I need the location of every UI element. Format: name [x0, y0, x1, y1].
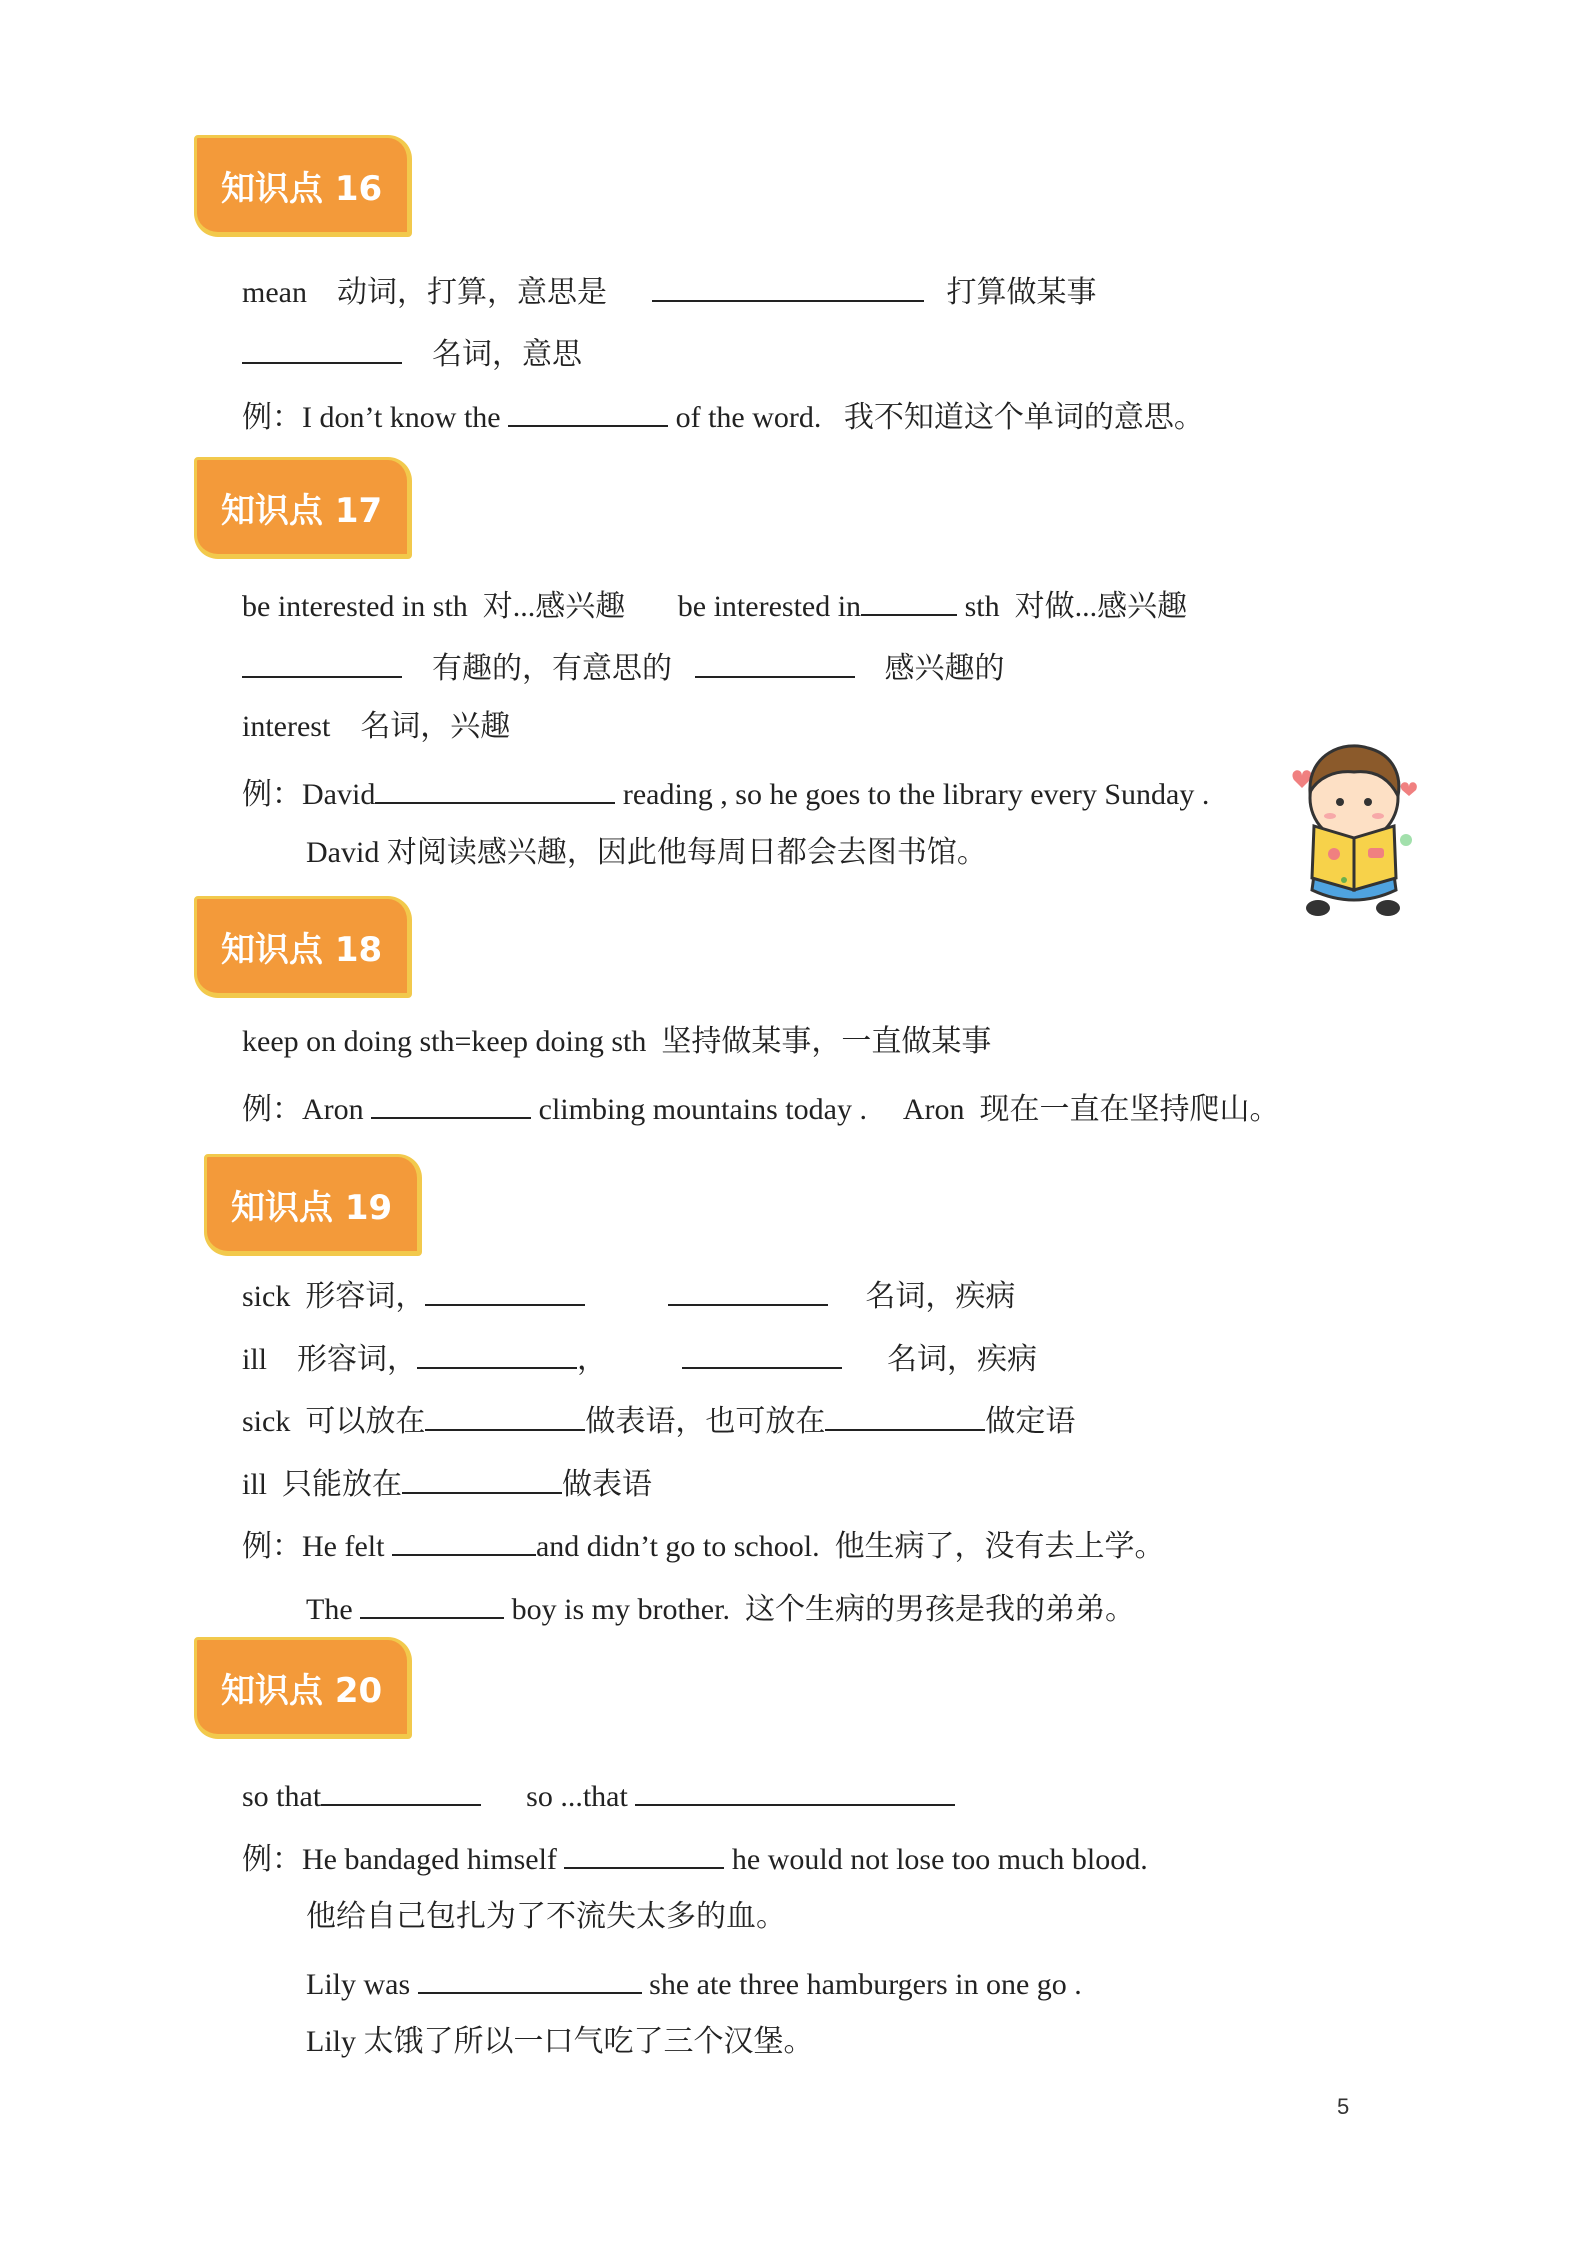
fill-blank: [635, 1772, 955, 1806]
text: reading , so he goes to the library every Sunday .: [622, 778, 1210, 811]
text: and didn’t go to school. 他生病了，没有去上学。: [535, 1530, 1165, 1563]
text: Aron 现在一直在坚持爬山。: [902, 1093, 1280, 1126]
text: 例：He felt: [242, 1530, 385, 1563]
fill-blank: [375, 770, 615, 804]
section-badge-17: 知识点 17: [194, 457, 412, 559]
fill-blank: [425, 1397, 585, 1431]
text: climbing mountains today .: [538, 1093, 867, 1126]
boy-reading-book-icon: [1284, 740, 1424, 920]
text: 名词，疾病: [887, 1343, 1038, 1376]
text: 动词，打算，意思是: [336, 276, 607, 309]
fill-blank: [825, 1397, 985, 1431]
text: 形容词，: [297, 1343, 418, 1376]
text: 例：He bandaged himself: [242, 1843, 557, 1876]
section-19-line-6: [306, 1585, 1135, 1630]
text: Lily was: [306, 1968, 411, 2001]
text: sick 形容词，: [242, 1280, 426, 1313]
section-17-line-4: [242, 770, 1209, 815]
text: 做表语，也可放在: [585, 1405, 826, 1438]
section-20-line-2: [242, 1835, 1148, 1880]
text: 打算做某事: [946, 276, 1097, 309]
section-19-line-1: [242, 1272, 1015, 1317]
section-16-line-3: [242, 393, 1204, 438]
section-19-line-4: [242, 1460, 652, 1505]
text: 我不知道这个单词的意思。: [843, 401, 1204, 434]
page-number: 5: [1337, 2094, 1350, 2119]
text: Lily 太饿了所以一口气吃了三个汉堡。: [306, 2025, 814, 2058]
section-18-line-1: [242, 1022, 991, 1062]
text: 例：David: [242, 778, 376, 811]
text: sth 对做...感兴趣: [964, 590, 1188, 623]
fill-blank: [695, 644, 855, 678]
fill-blank: [392, 1522, 536, 1556]
fill-blank: [861, 582, 957, 616]
section-badge-16: 知识点 16: [194, 135, 412, 237]
text: 名词，兴趣: [360, 710, 511, 743]
text: David 对阅读感兴趣，因此他每周日都会去图书馆。: [306, 836, 987, 869]
fill-blank: [242, 330, 402, 364]
fill-blank: [418, 1960, 642, 1994]
fill-blank: [682, 1335, 842, 1369]
text: 例：Aron: [242, 1093, 364, 1126]
fill-blank: [371, 1085, 531, 1119]
text: of the word.: [675, 401, 822, 434]
text: 做定语: [985, 1405, 1076, 1438]
section-17-line-2: [242, 644, 1005, 689]
fill-blank: [360, 1585, 504, 1619]
text: 有趣的，有意思的: [432, 652, 672, 685]
text: The: [306, 1593, 353, 1626]
text: interest: [242, 710, 331, 743]
section-badge-20: 知识点 20: [194, 1637, 412, 1739]
section-17-line-5: [306, 833, 987, 873]
section-20-line-5: [306, 2022, 814, 2062]
fill-blank: [242, 644, 402, 678]
text: sick 可以放在: [242, 1405, 426, 1438]
text: so that: [242, 1780, 322, 1813]
text: ，: [577, 1343, 608, 1376]
section-badge-18: 知识点 18: [194, 896, 412, 998]
section-badge-19: 知识点 19: [204, 1154, 422, 1256]
section-17-line-1: [242, 582, 1187, 627]
section-20-line-4: [306, 1960, 1082, 2005]
section-17-line-3: [242, 707, 510, 747]
text: 名词，疾病: [865, 1280, 1016, 1313]
text: he would not lose too much blood.: [731, 1843, 1148, 1876]
fill-blank: [425, 1272, 585, 1306]
text: ill: [242, 1343, 268, 1376]
section-16-line-1: [242, 268, 1096, 313]
fill-blank: [652, 268, 924, 302]
text: 做表语: [562, 1468, 653, 1501]
text: 他给自己包扎为了不流失太多的血。: [306, 1900, 786, 1933]
section-19-line-5: [242, 1522, 1165, 1567]
text: 感兴趣的: [884, 652, 1005, 685]
text: ill 只能放在: [242, 1468, 403, 1501]
text: 例：I don’t know the: [242, 401, 501, 434]
fill-blank: [508, 393, 668, 427]
text: be interested in: [677, 590, 862, 623]
section-19-line-2: [242, 1335, 1037, 1380]
section-20-line-3: [306, 1897, 786, 1937]
section-19-line-3: [242, 1397, 1075, 1442]
text: be interested in sth 对...感兴趣: [242, 590, 626, 623]
fill-blank: [668, 1272, 828, 1306]
fill-blank: [321, 1772, 481, 1806]
text: boy is my brother. 这个生病的男孩是我的弟弟。: [511, 1593, 1135, 1626]
section-18-line-2: [242, 1085, 1279, 1130]
text: she ate three hamburgers in one go .: [649, 1968, 1082, 2001]
text: mean: [242, 276, 307, 309]
fill-blank: [417, 1335, 577, 1369]
text: so ...that: [526, 1780, 628, 1813]
section-16-line-2: [242, 330, 582, 375]
fill-blank: [402, 1460, 562, 1494]
text: keep on doing sth=keep doing sth 坚持做某事，一直做某事: [242, 1025, 992, 1058]
text: 名词，意思: [432, 338, 582, 371]
section-20-line-1: [242, 1772, 955, 1817]
fill-blank: [564, 1835, 724, 1869]
